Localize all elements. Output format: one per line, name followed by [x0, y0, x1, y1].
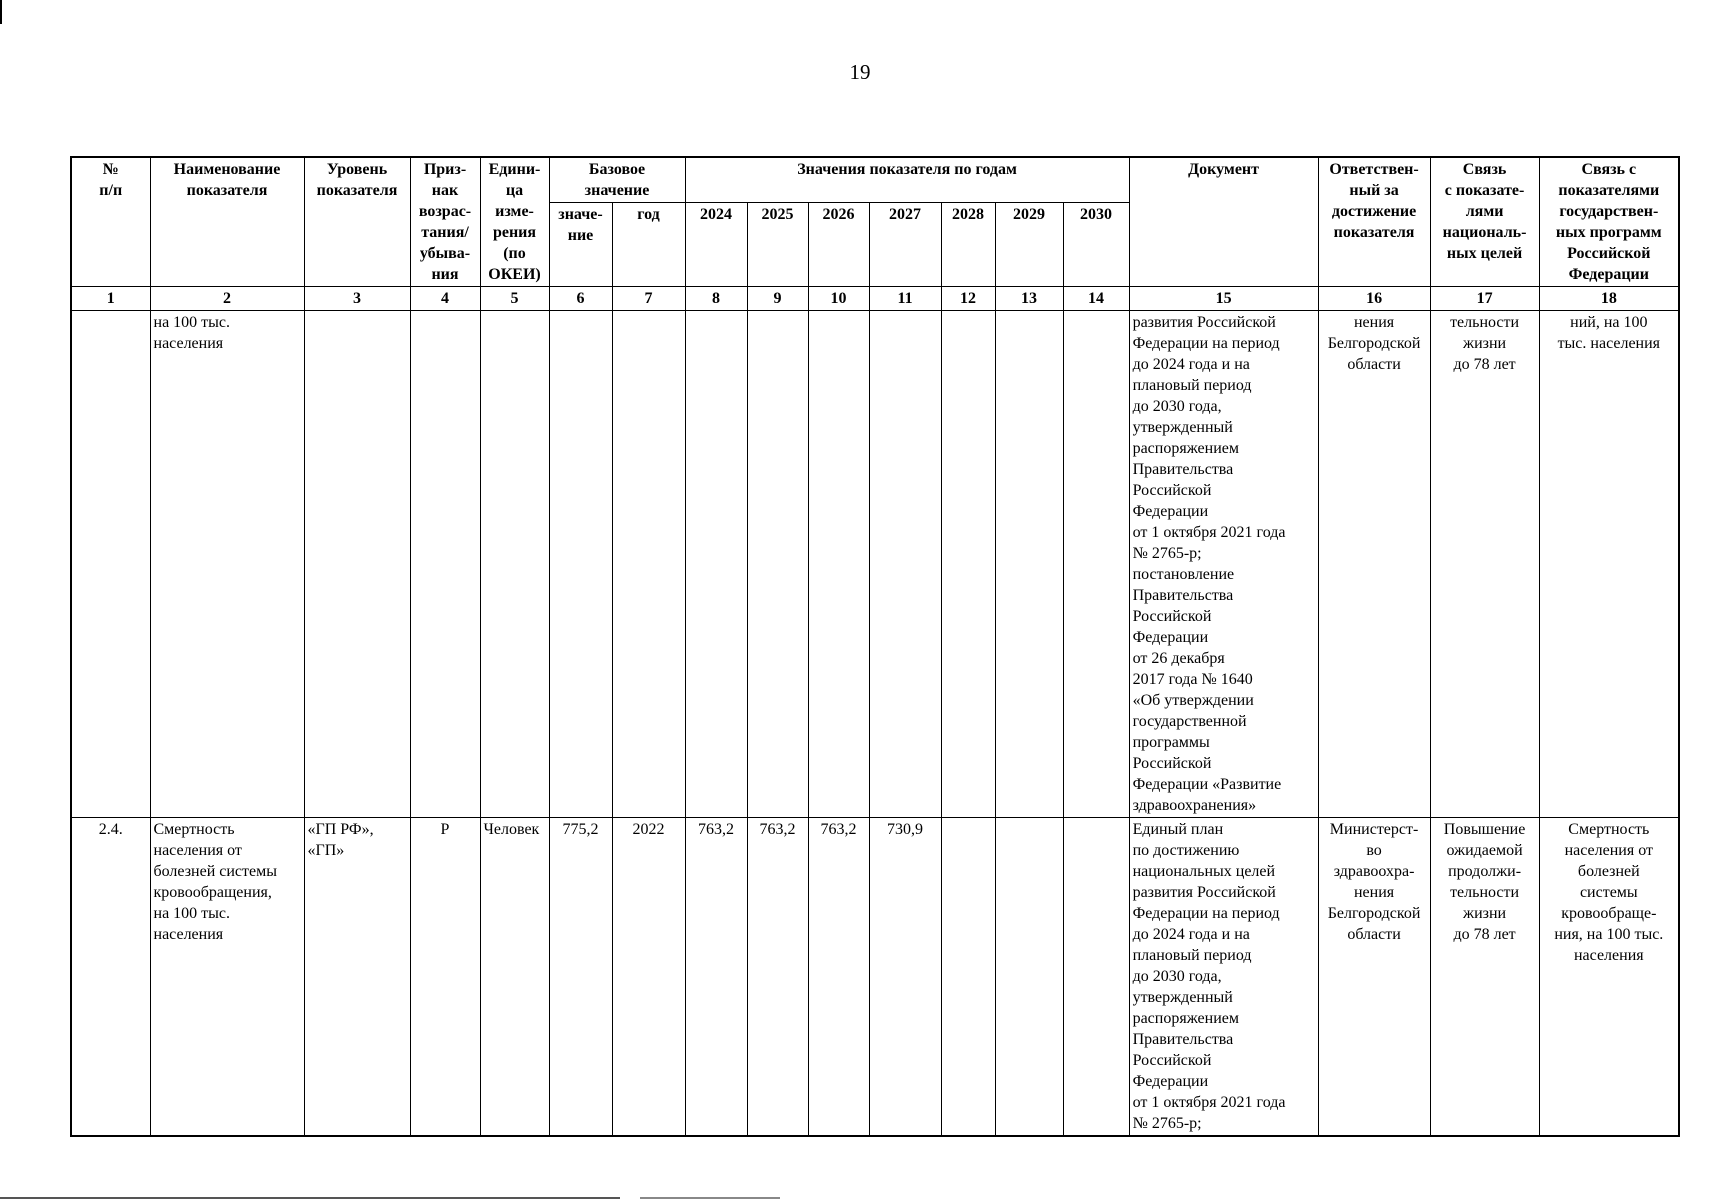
column-number: 4	[410, 287, 480, 311]
column-number-row	[71, 287, 1679, 311]
column-number: 1	[71, 287, 150, 311]
cell-national-goals: тельности жизни до 78 лет	[1430, 311, 1539, 818]
header-base-value-group: Базовое значение	[549, 157, 685, 203]
cell-year-2026	[808, 311, 869, 818]
cell-document: развития Российской Федерации на период до 2024 года и на плановый период до 2030 года, утвержденный распоряжением Правительства Российской Федерации от 1 октября 2021 года № 2765-р; постановление Правительства Российской Федерации от 26 декабря 2017 года № 1640 «Об утверждении государственной программы Российской Федерации «Развитие здравоохранения»	[1129, 311, 1318, 818]
header-trend-sign: Приз- нак возрас- тания/ убыва- ния	[410, 157, 480, 287]
cell-base-year	[612, 311, 685, 818]
cell-national-goals: Повышение ожидаемой продолжи- тельности жизни до 78 лет	[1430, 818, 1539, 1137]
cell-number: 2.4.	[71, 818, 150, 1137]
column-number: 12	[941, 287, 995, 311]
column-number: 2	[150, 287, 304, 311]
cell-year-2028	[941, 311, 995, 818]
cell-unit: Человек	[480, 818, 549, 1137]
column-number: 18	[1539, 287, 1679, 311]
cell-unit	[480, 311, 549, 818]
cell-year-2024	[685, 311, 747, 818]
header-years-group: Значения показателя по годам	[685, 157, 1129, 203]
cell-year-2025: 763,2	[747, 818, 808, 1137]
column-number: 6	[549, 287, 612, 311]
cell-document: Единый план по достижению национальных целей развития Российской Федерации на период до 2024 года и на плановый период до 2030 года, утвержденный распоряжением Правительства Российской Федерации от 1 октября 2021 года № 2765-р;	[1129, 818, 1318, 1137]
cell-indicator-name: Смертность населения от болезней системы кровообращения, на 100 тыс. населения	[150, 818, 304, 1137]
column-number: 7	[612, 287, 685, 311]
column-number: 15	[1129, 287, 1318, 311]
bottom-scan-rule	[640, 1197, 780, 1199]
header-year-2026: 2026	[808, 203, 869, 287]
cell-indicator-level: «ГП РФ», «ГП»	[304, 818, 410, 1137]
cell-responsible: Министерст- во здравоохра- нения Белгородской области	[1318, 818, 1430, 1137]
cell-year-2024: 763,2	[685, 818, 747, 1137]
cell-number	[71, 311, 150, 818]
cell-year-2029	[995, 311, 1063, 818]
column-number: 9	[747, 287, 808, 311]
column-number: 16	[1318, 287, 1430, 311]
header-year-2024: 2024	[685, 203, 747, 287]
header-year-2028: 2028	[941, 203, 995, 287]
cell-indicator-level	[304, 311, 410, 818]
column-number: 10	[808, 287, 869, 311]
cell-state-programs: Смертность населения от болезней системы кровообраще- ния, на 100 тыс. населения	[1539, 818, 1679, 1137]
left-edge-rule	[0, 0, 2, 24]
header-year-2025: 2025	[747, 203, 808, 287]
header-national-goals: Связь с показате- лями националь- ных целей	[1430, 157, 1539, 287]
cell-year-2029	[995, 818, 1063, 1137]
cell-base-value	[549, 311, 612, 818]
column-number: 3	[304, 287, 410, 311]
table-row	[71, 818, 1679, 1137]
column-number: 8	[685, 287, 747, 311]
cell-trend-sign: Р	[410, 818, 480, 1137]
header-document: Документ	[1129, 157, 1318, 287]
header-year-2029: 2029	[995, 203, 1063, 287]
cell-year-2027	[869, 311, 941, 818]
header-year-2030: 2030	[1063, 203, 1129, 287]
header-unit: Едини- ца изме- рения (по ОКЕИ)	[480, 157, 549, 287]
bottom-scan-rule	[0, 1197, 620, 1199]
column-number: 13	[995, 287, 1063, 311]
cell-trend-sign	[410, 311, 480, 818]
cell-base-value: 775,2	[549, 818, 612, 1137]
column-number: 5	[480, 287, 549, 311]
cell-state-programs: ний, на 100 тыс. населения	[1539, 311, 1679, 818]
cell-base-year: 2022	[612, 818, 685, 1137]
page-number: 19	[849, 60, 871, 84]
cell-indicator-name: на 100 тыс. населения	[150, 311, 304, 818]
cell-year-2027: 730,9	[869, 818, 941, 1137]
table-row	[71, 311, 1679, 818]
cell-year-2030	[1063, 818, 1129, 1137]
column-number: 14	[1063, 287, 1129, 311]
cell-year-2025	[747, 311, 808, 818]
header-base-year: год	[612, 203, 685, 287]
cell-year-2030	[1063, 311, 1129, 818]
header-indicator-name: Наименование показателя	[150, 157, 304, 287]
indicators-table	[70, 156, 1680, 1137]
header-number: № п/п	[71, 157, 150, 287]
header-responsible: Ответствен- ный за достижение показателя	[1318, 157, 1430, 287]
column-number: 11	[869, 287, 941, 311]
cell-year-2028	[941, 818, 995, 1137]
cell-responsible: нения Белгородской области	[1318, 311, 1430, 818]
cell-year-2026: 763,2	[808, 818, 869, 1137]
header-base-value: значе- ние	[549, 203, 612, 287]
header-indicator-level: Уровень показателя	[304, 157, 410, 287]
column-number: 17	[1430, 287, 1539, 311]
header-state-programs: Связь с показателями государствен- ных программ Российской Федерации	[1539, 157, 1679, 287]
header-year-2027: 2027	[869, 203, 941, 287]
